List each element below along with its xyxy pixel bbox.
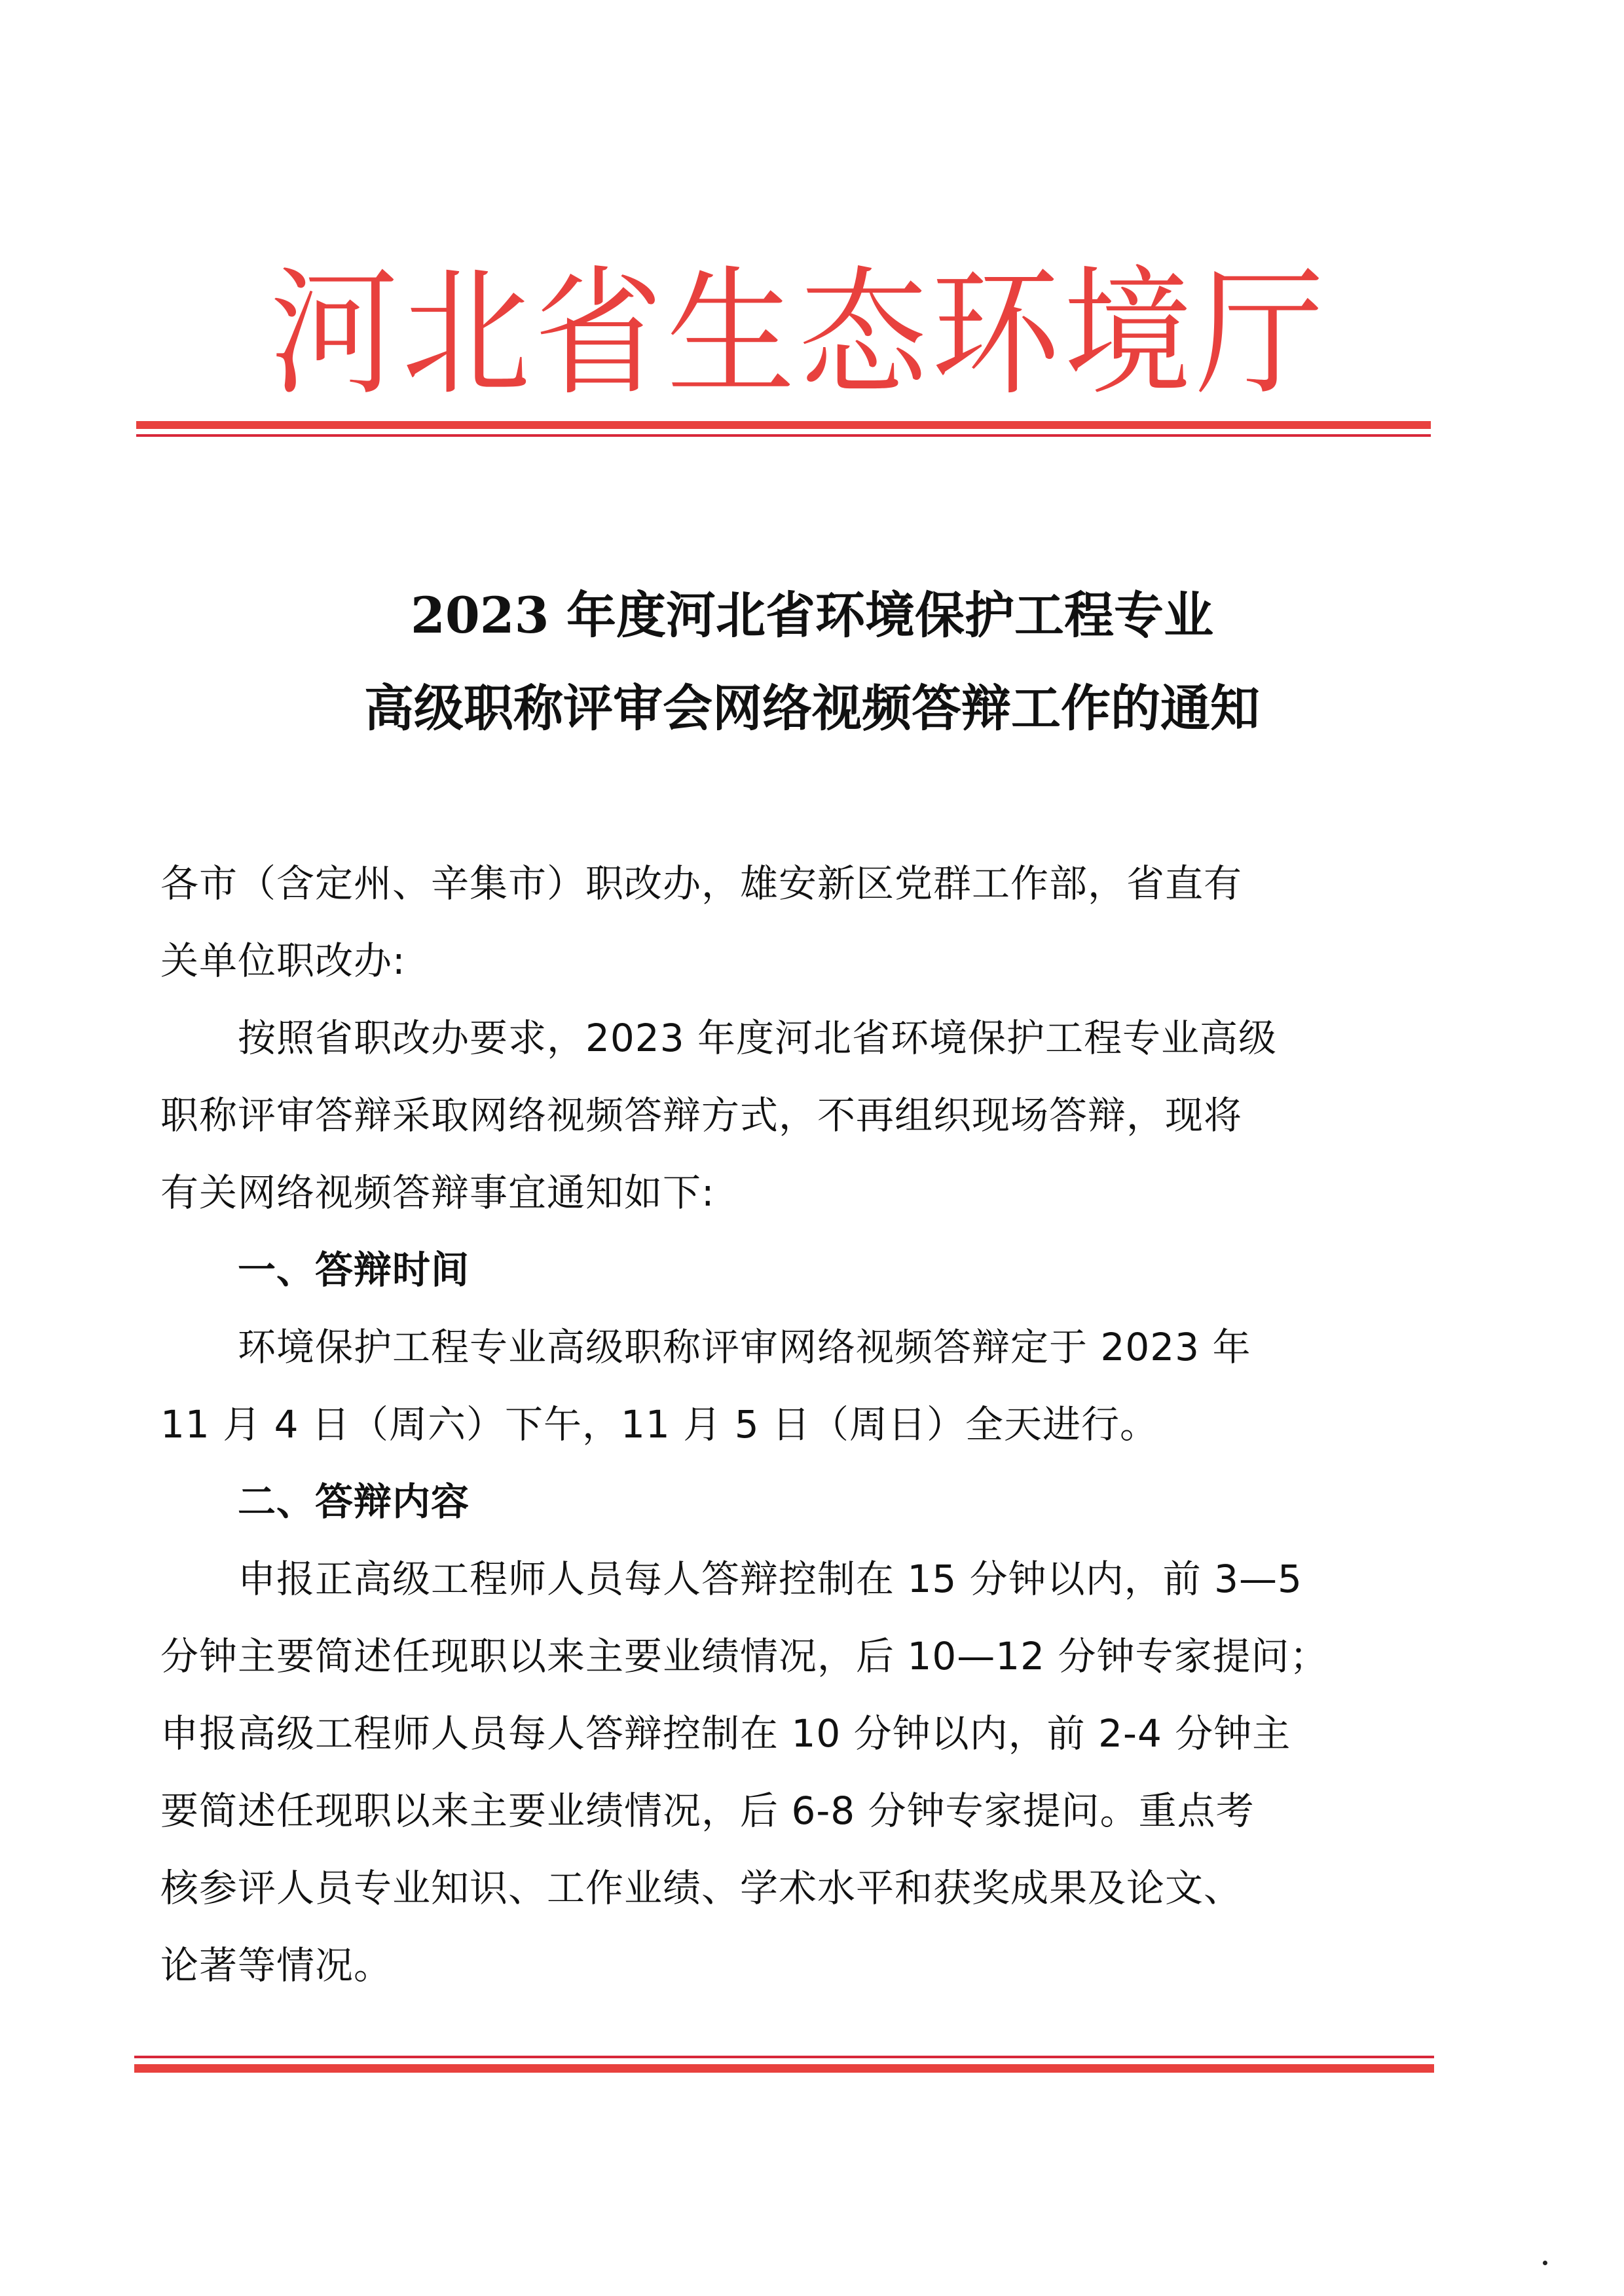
defense-time-line-2: 11 月 4 日（周六）下午，11 月 5 日（周日）全天进行。 — [160, 1402, 1159, 1447]
header-thick-rule — [136, 421, 1431, 429]
document-title — [157, 576, 1467, 748]
addressee-line-2: 关单位职改办: — [160, 938, 406, 983]
scan-artifact-dot — [1543, 2261, 1547, 2265]
document-body — [160, 845, 1408, 2004]
footer-thick-rule — [134, 2064, 1434, 2073]
defense-content-line-3: 申报高级工程师人员每人答辩控制在 10 分钟以内，前 2-4 分钟主 — [160, 1711, 1291, 1756]
defense-time-line-1: 环境保护工程专业高级职称评审网络视频答辩定于 2023 年 — [238, 1325, 1251, 1369]
organization-letterhead: 河北省生态环境厅 — [269, 253, 1328, 415]
header-thin-rule — [136, 434, 1431, 437]
addressee-line-1: 各市（含定州、辛集市）职改办，雄安新区党群工作部，省直有 — [160, 861, 1243, 906]
defense-content-line-2: 分钟主要简述任现职以来主要业绩情况，后 10—12 分钟专家提问； — [160, 1634, 1329, 1678]
intro-line-1: 按照省职改办要求，2023 年度河北省环境保护工程专业高级 — [238, 1016, 1278, 1060]
defense-content-line-5: 核参评人员专业知识、工作业绩、学术水平和获奖成果及论文、 — [160, 1866, 1243, 1910]
section-heading-defense-content: 二、答辩内容 — [238, 1479, 470, 1524]
section-heading-defense-time: 一、答辩时间 — [238, 1248, 470, 1292]
defense-content-line-6: 论著等情况。 — [160, 1943, 393, 1988]
title-line-1: 2023 年度河北省环境保护工程专业 — [411, 586, 1213, 644]
title-line-2: 高级职称评审会网络视频答辩工作的通知 — [364, 679, 1260, 737]
defense-content-line-1: 申报正高级工程师人员每人答辩控制在 15 分钟以内，前 3—5 — [238, 1557, 1302, 1601]
intro-line-3: 有关网络视频答辩事宜通知如下: — [160, 1170, 715, 1215]
defense-content-line-4: 要简述任现职以来主要业绩情况，后 6-8 分钟专家提问。重点考 — [160, 1788, 1255, 1833]
intro-line-2: 职称评审答辩采取网络视频答辩方式，不再组织现场答辩，现将 — [160, 1093, 1243, 1138]
footer-thin-rule — [134, 2056, 1434, 2058]
